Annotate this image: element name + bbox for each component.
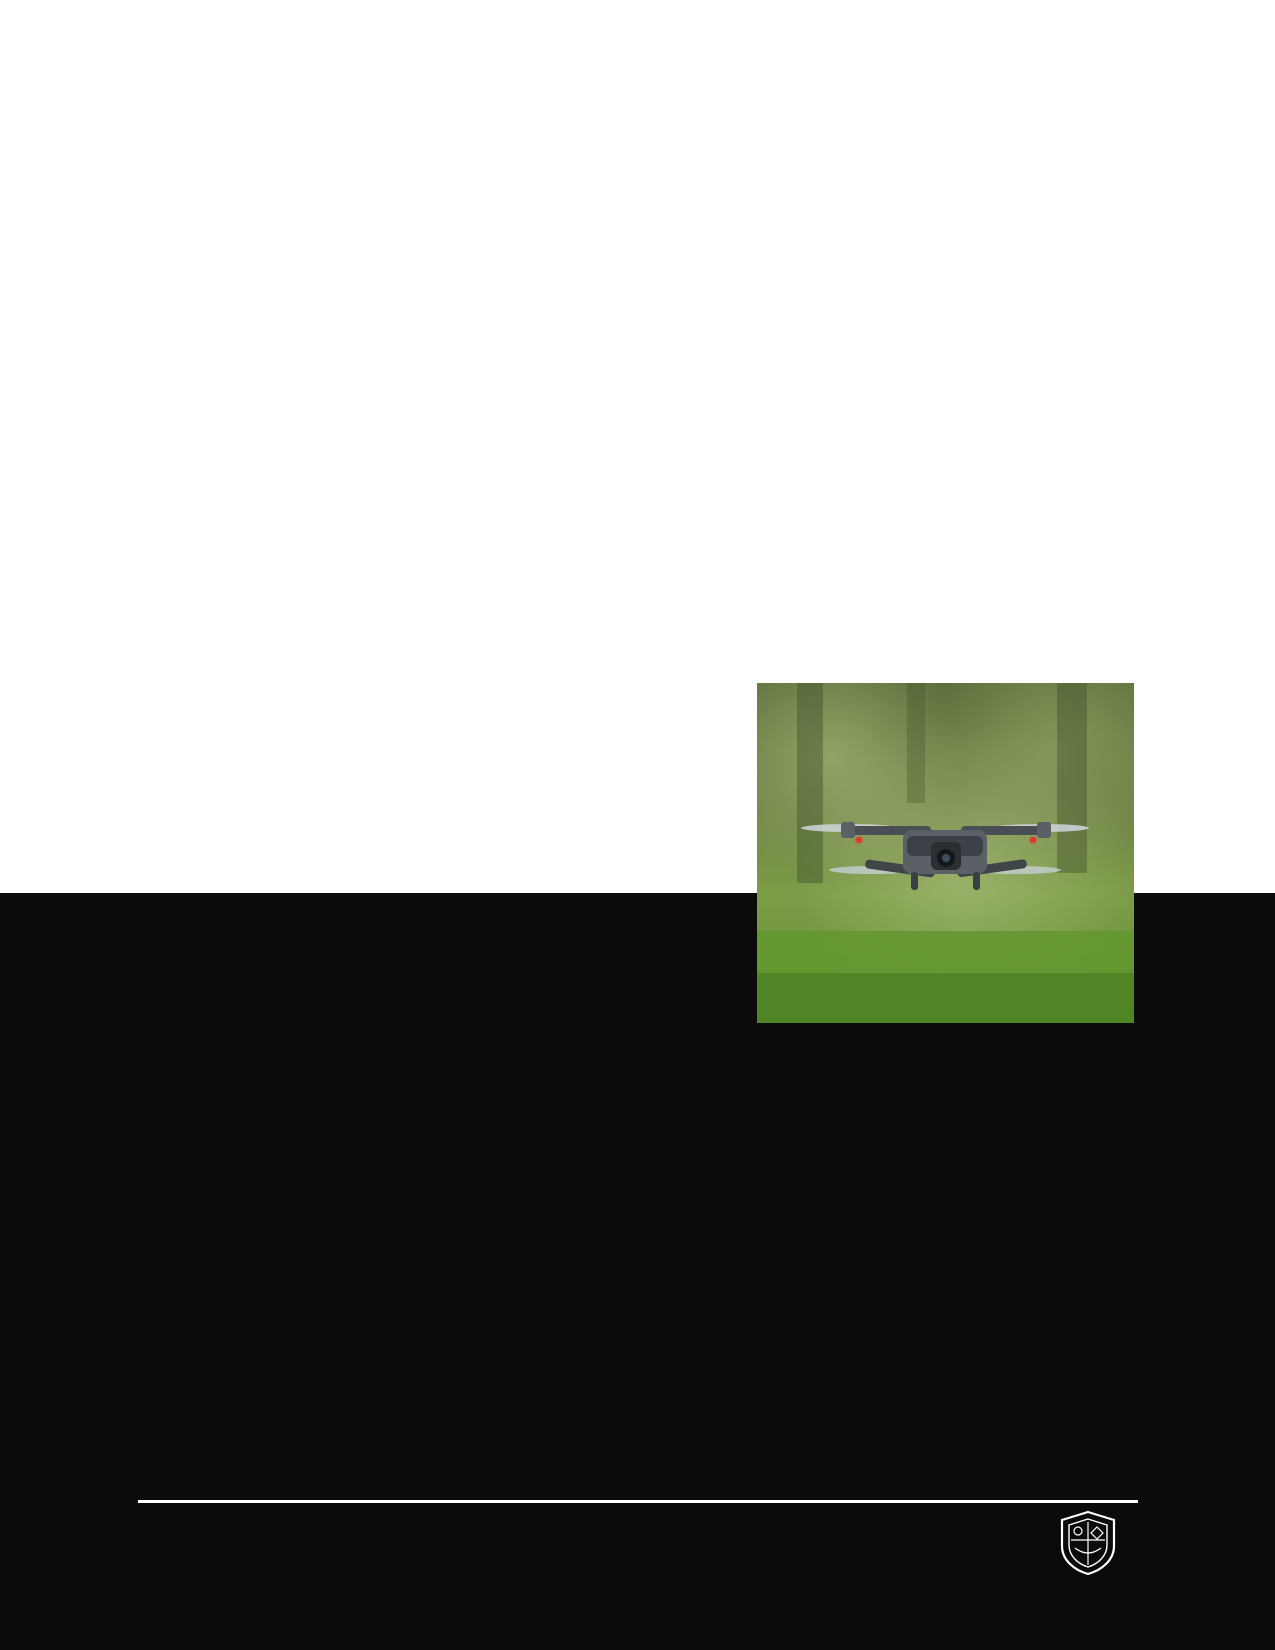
section-3-heading	[138, 95, 148, 99]
section-3-columns	[0, 230, 1275, 250]
section-4-left-column	[200, 1075, 640, 1105]
drone-photo	[757, 683, 1134, 1023]
section-3-left-column	[168, 230, 728, 250]
section-3-right-column	[778, 230, 1178, 250]
section-4-columns	[0, 1075, 1275, 1105]
coat-of-arms-icon	[1057, 1510, 1119, 1576]
section-4-right-column	[670, 1075, 1110, 1105]
footer-divider	[138, 1500, 1138, 1503]
footer-brand	[1057, 1510, 1137, 1576]
